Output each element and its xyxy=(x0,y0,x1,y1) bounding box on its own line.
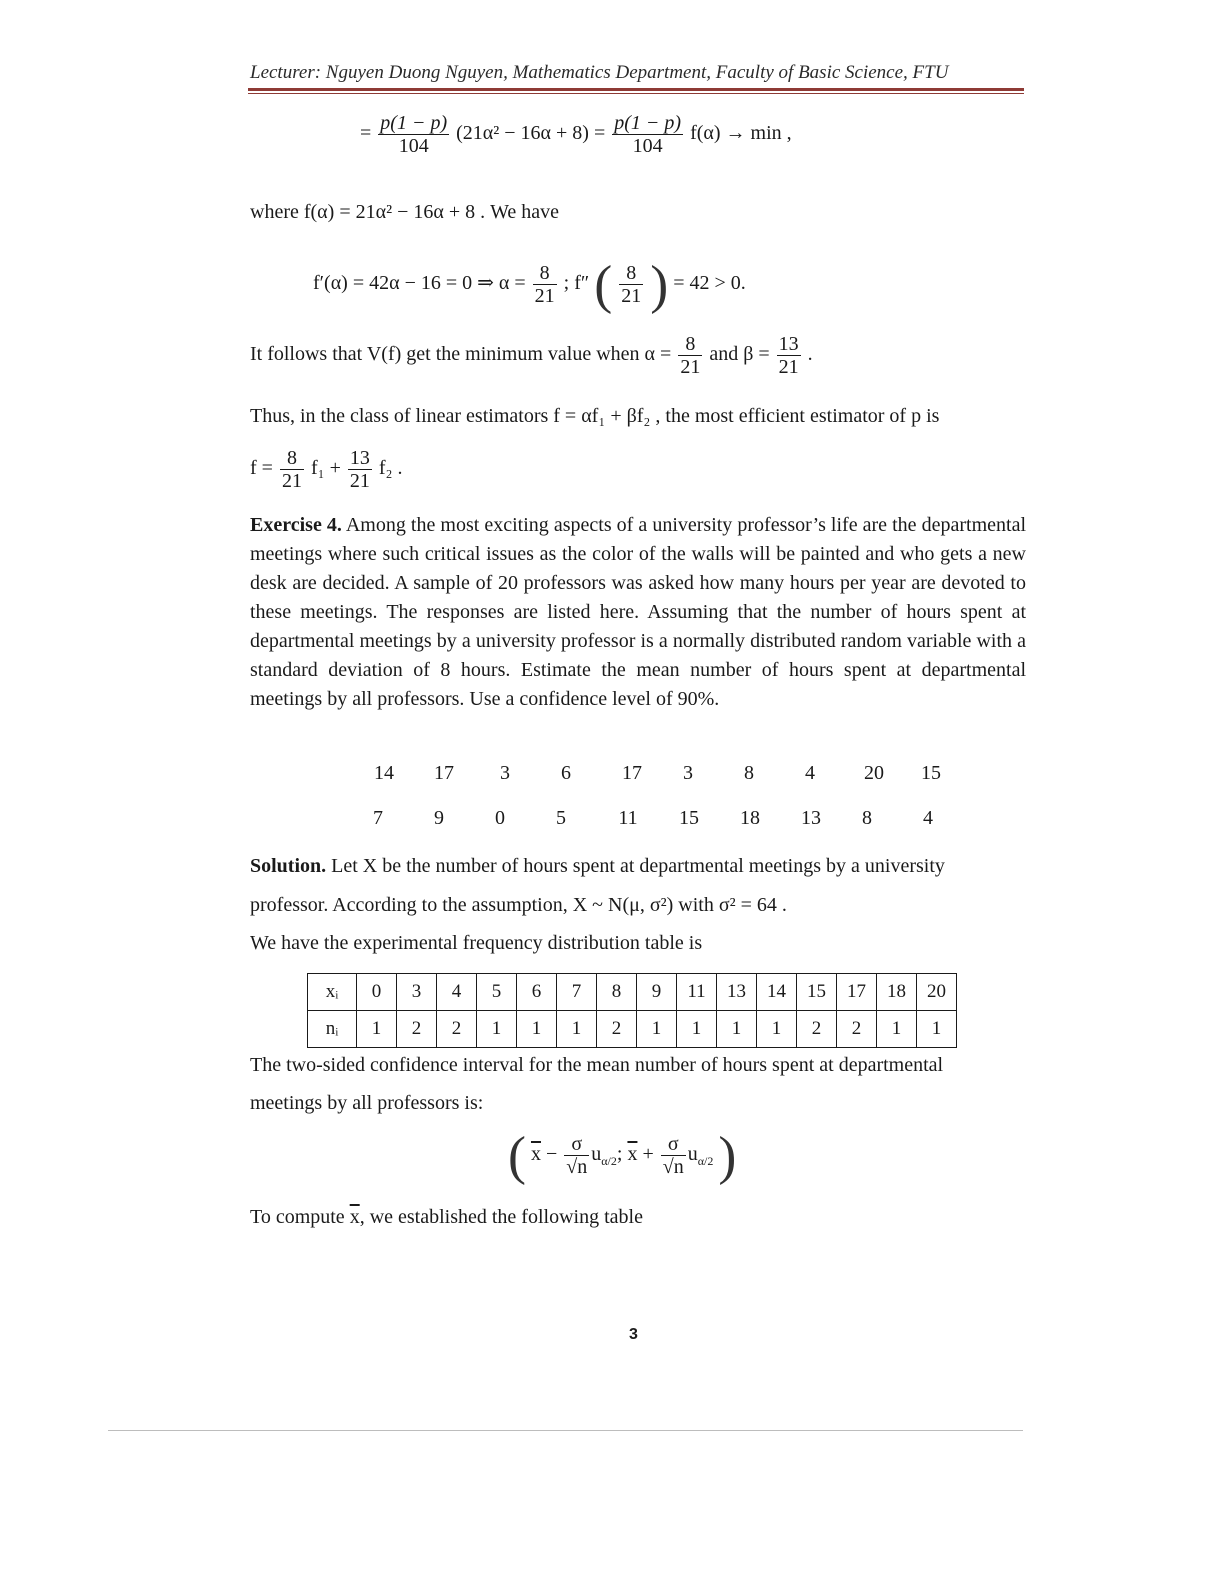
thus-line: Thus, in the class of linear estimators f = αf₁ + βf₂ , the most efficient estimator of p is xyxy=(250,405,940,427)
data-value: 8 xyxy=(862,807,872,829)
solution-text: Let X be the number of hours spent at departmental meetings by a university xyxy=(331,855,945,877)
minus-sign: − xyxy=(545,1143,558,1166)
interval-formula xyxy=(508,1125,737,1186)
table-cell: 18 xyxy=(877,974,917,1011)
table-cell: 5 xyxy=(477,974,517,1011)
estimator-lead: f = xyxy=(250,457,273,480)
fraction xyxy=(661,1133,686,1178)
minimum-line xyxy=(250,333,813,378)
table-cell: 2 xyxy=(437,1011,477,1048)
fraction-numerator: 13 xyxy=(349,447,370,469)
left-paren: ( xyxy=(594,254,613,315)
equation-derivative xyxy=(313,254,746,315)
table-cell: 1 xyxy=(517,1011,557,1048)
table-row-x xyxy=(308,974,957,1011)
fraction-denominator: 21 xyxy=(680,356,701,378)
data-value: 4 xyxy=(805,762,815,784)
derivative-rhs: = 42 > 0. xyxy=(673,272,746,295)
data-row-2 xyxy=(358,807,958,835)
data-row-1 xyxy=(364,762,964,790)
quantile-subscript: α/2 xyxy=(697,1154,714,1169)
data-value: 8 xyxy=(744,762,754,784)
data-value: 17 xyxy=(622,762,642,784)
right-paren: ) xyxy=(718,1125,737,1186)
fraction-numerator: σ xyxy=(564,1133,589,1156)
data-value: 13 xyxy=(801,807,821,829)
period: . xyxy=(807,343,813,366)
table-row-n xyxy=(308,1011,957,1048)
minimum-and: and β = xyxy=(709,343,770,366)
table-cell: 1 xyxy=(557,1011,597,1048)
fraction-numerator: p(1 − p) xyxy=(614,112,682,134)
table-cell: 3 xyxy=(397,974,437,1011)
table-cell: 8 xyxy=(597,974,637,1011)
exercise-text: Among the most exciting aspects of a university professor’s life are the departmental meetings where such critical issues as the color of the walls will be painted and who gets a new desk are decided. A sample of 20 professors was asked how many hours per year are devoted to these meetings. The responses are listed here. Assuming that the number of hours spent at departmental meetings by a university professor is a normally distributed random variable with a standard deviation of 8 hours. Estimate the mean number of hours spent at departmental meetings by all professors. Use a confidence level of 90%. xyxy=(250,514,1027,710)
fraction xyxy=(378,112,449,157)
data-value: 15 xyxy=(679,807,699,829)
solution-line-3: We have the experimental frequency distribution table is xyxy=(250,932,703,954)
header-rule-thin xyxy=(248,93,1024,94)
table-cell: 0 xyxy=(357,974,397,1011)
solution-line-2: professor. According to the assumption, X ~ N(μ, σ²) with σ² = 64 . xyxy=(250,894,787,916)
x-bar: $\overline{x}$ xyxy=(349,1206,360,1228)
table-cell: 2 xyxy=(597,1011,637,1048)
table-cell: 4 xyxy=(437,974,477,1011)
table-cell: 1 xyxy=(477,1011,517,1048)
table-cell: 7 xyxy=(557,974,597,1011)
estimator-formula xyxy=(250,447,403,492)
quantile-u: u xyxy=(591,1143,602,1166)
equation-tail: f(α) → min , xyxy=(690,122,792,145)
data-value: 0 xyxy=(495,807,505,829)
table-cell: 1 xyxy=(637,1011,677,1048)
derivative-lhs: f′(α) = 42α − 16 = 0 ⇒ α = xyxy=(313,272,526,295)
fraction-denominator: 104 xyxy=(398,135,429,157)
fraction xyxy=(564,1133,589,1178)
table-cell: 2 xyxy=(397,1011,437,1048)
data-value: 20 xyxy=(864,762,884,784)
right-paren: ) xyxy=(650,254,669,315)
x-bar: $\overline{x}$ xyxy=(530,1143,541,1166)
fraction xyxy=(280,447,304,492)
table-header-n: nᵢ xyxy=(308,1011,357,1048)
table-cell: 9 xyxy=(637,974,677,1011)
header-rule xyxy=(248,88,1024,91)
table-cell: 2 xyxy=(797,1011,837,1048)
eq-sign: = xyxy=(360,122,372,145)
frequency-table xyxy=(307,973,957,1048)
equation-middle: (21α² − 16α + 8) = xyxy=(456,122,606,145)
fraction-numerator: p(1 − p) xyxy=(380,112,448,134)
exercise-label: Exercise 4. xyxy=(250,514,342,536)
fraction xyxy=(612,112,683,157)
data-value: 11 xyxy=(618,807,638,829)
fraction-numerator: 8 xyxy=(619,262,643,285)
table-cell: 2 xyxy=(837,1011,877,1048)
data-value: 4 xyxy=(923,807,933,829)
data-value: 6 xyxy=(561,762,571,784)
table-cell: 13 xyxy=(717,974,757,1011)
table-cell: 1 xyxy=(677,1011,717,1048)
where-line: where f(α) = 21α² − 16α + 8 . We have xyxy=(250,201,560,223)
data-value: 18 xyxy=(740,807,760,829)
semicolon: ; xyxy=(616,1143,623,1166)
data-value: 7 xyxy=(373,807,383,829)
fraction xyxy=(348,447,372,492)
fraction-denominator: 21 xyxy=(778,356,799,378)
equation-variance xyxy=(360,112,792,157)
fraction-denominator: 21 xyxy=(534,285,555,307)
data-value: 17 xyxy=(434,762,454,784)
table-cell: 1 xyxy=(757,1011,797,1048)
solution-line-1 xyxy=(250,852,945,881)
fraction-denominator: 21 xyxy=(349,470,370,492)
table-cell: 17 xyxy=(837,974,877,1011)
fraction-numerator: 13 xyxy=(778,333,799,355)
table-cell: 15 xyxy=(797,974,837,1011)
footer-rule xyxy=(108,1430,1023,1431)
quantile-u: u xyxy=(687,1143,698,1166)
second-derivative: ; f″ xyxy=(563,272,590,295)
page-number: 3 xyxy=(629,1326,638,1343)
compute-tail: , we established the following table xyxy=(359,1206,643,1228)
data-value: 3 xyxy=(683,762,693,784)
table-cell: 14 xyxy=(757,974,797,1011)
fraction-beta xyxy=(777,333,801,378)
data-value: 5 xyxy=(556,807,566,829)
table-cell: 1 xyxy=(357,1011,397,1048)
table-cell: 6 xyxy=(517,974,557,1011)
fraction xyxy=(619,262,643,307)
fraction-numerator: 8 xyxy=(280,447,304,470)
interval-line-2: meetings by all professors is: xyxy=(250,1092,484,1114)
minimum-lead: It follows that V(f) get the minimum value when α = xyxy=(250,343,672,366)
table-cell: 1 xyxy=(717,1011,757,1048)
table-cell: 11 xyxy=(677,974,717,1011)
compute-lead: To compute xyxy=(250,1206,345,1228)
fraction-numerator: 8 xyxy=(533,262,557,285)
table-cell: 20 xyxy=(917,974,957,1011)
table-cell: 1 xyxy=(877,1011,917,1048)
fraction-numerator: 8 xyxy=(678,333,702,356)
plus-sign: + xyxy=(642,1143,654,1166)
compute-line xyxy=(250,1203,643,1232)
quantile-subscript: α/2 xyxy=(601,1154,617,1169)
table-header-x: xᵢ xyxy=(308,974,357,1011)
data-value: 3 xyxy=(500,762,510,784)
fraction xyxy=(533,262,557,307)
fraction-denominator: 21 xyxy=(621,285,642,307)
page-header: Lecturer: Nguyen Duong Nguyen, Mathematics Department, Faculty of Basic Science, FTU xyxy=(250,62,949,83)
exercise-paragraph xyxy=(250,511,1026,714)
fraction-numerator: σ xyxy=(661,1133,686,1156)
estimator-term-1: f₁ + xyxy=(310,457,341,480)
data-value: 14 xyxy=(374,762,394,784)
x-bar: $\overline{x}$ xyxy=(627,1143,638,1166)
solution-label: Solution. xyxy=(250,855,327,877)
data-value: 15 xyxy=(921,762,941,784)
estimator-term-2: f₂ . xyxy=(378,457,403,480)
fraction-denominator: 21 xyxy=(281,470,302,492)
table-cell: 1 xyxy=(917,1011,957,1048)
left-paren: ( xyxy=(508,1125,526,1186)
fraction-denominator: 104 xyxy=(632,135,663,157)
fraction-denominator: √n xyxy=(662,1156,684,1178)
interval-line-1: The two-sided confidence interval for the mean number of hours spent at departmental xyxy=(250,1054,944,1076)
fraction-denominator: √n xyxy=(566,1156,588,1178)
fraction-alpha xyxy=(678,333,702,378)
data-value: 9 xyxy=(434,807,444,829)
